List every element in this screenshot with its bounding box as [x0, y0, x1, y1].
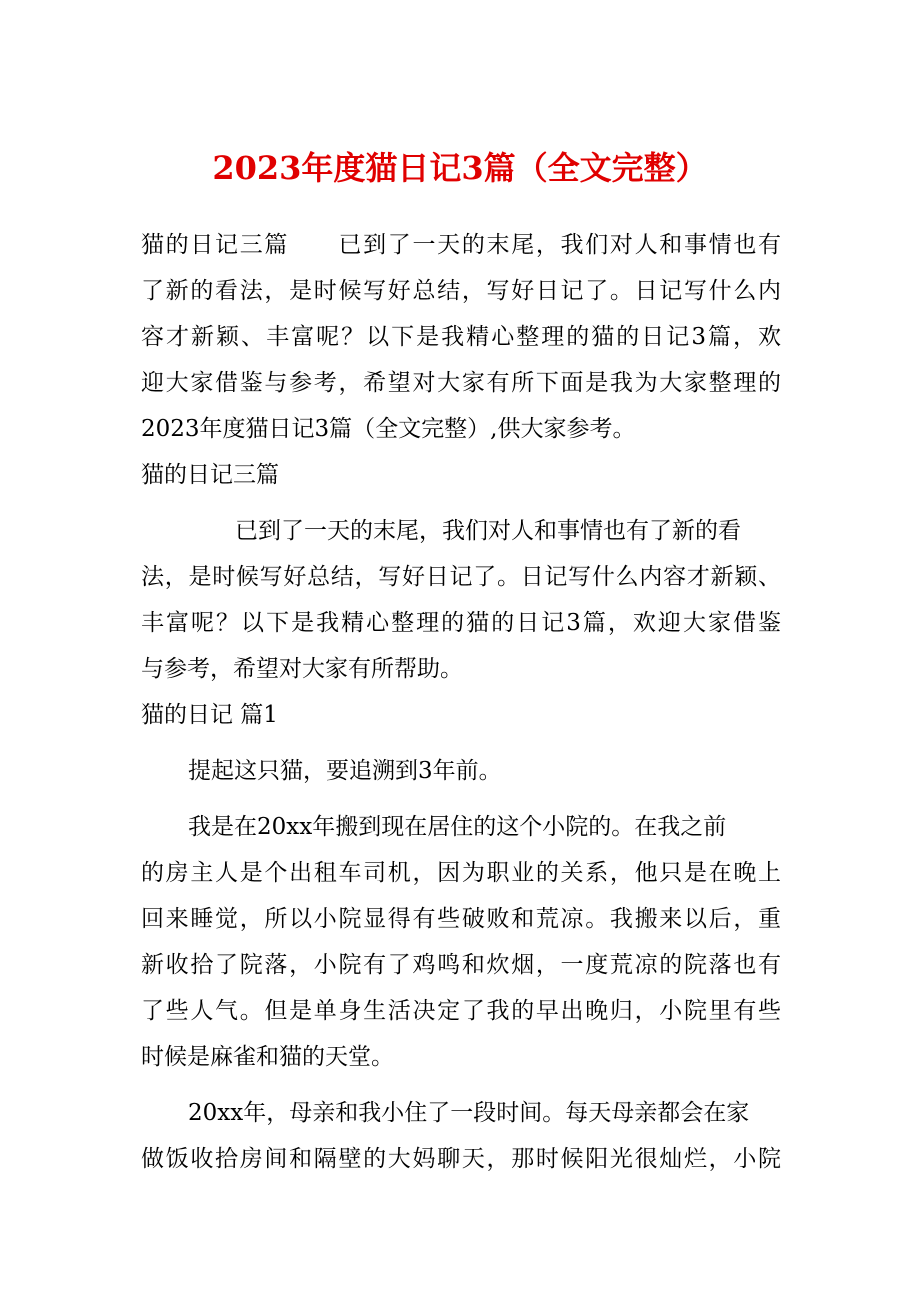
document-body [141, 222, 781, 1182]
paragraph-gap [141, 794, 781, 804]
text-line: 容才新颖、丰富呢？以下是我精心整理的猫的日记3篇，欢 [141, 324, 781, 350]
text-line: 迎大家借鉴与参考，希望对大家有所下面是我为大家整理的 [141, 370, 781, 396]
paragraph-gap [141, 1080, 781, 1090]
text-line: 我是在20xx年搬到现在居住的这个小院的。在我之前 [188, 814, 727, 840]
text-line: 已到了一天的末尾，我们对人和事情也有了新的看 [235, 518, 741, 544]
paragraph-gap [141, 738, 781, 748]
section-heading: 猫的日记三篇 [141, 462, 279, 488]
text-line: 20xx年，母亲和我小住了一段时间。每天母亲都会在家 [188, 1100, 750, 1126]
text-line: 了新的看法，是时候写好总结，写好日记了。日记写什么内 [141, 278, 781, 304]
paragraph-gap [141, 498, 781, 508]
text-line: 回来睡觉，所以小院显得有些破败和荒凉。我搬来以后，重 [141, 906, 781, 932]
text-line: 与参考，希望对大家有所帮助。 [141, 656, 463, 682]
text-line: 丰富呢？以下是我精心整理的猫的日记3篇，欢迎大家借鉴 [141, 610, 781, 636]
text-line: 2023年度猫日记3篇（全文完整）,供大家参考。 [141, 416, 636, 442]
text-line: 了些人气。但是单身生活决定了我的早出晚归，小院里有些 [141, 998, 781, 1024]
text-line: 法，是时候写好总结，写好日记了。日记写什么内容才新颖、 [141, 564, 781, 590]
text-line: 的房主人是个出租车司机，因为职业的关系，他只是在晚上 [141, 860, 781, 886]
document-title: 2023年度猫日记3篇（全文完整） [212, 149, 708, 187]
text-line: 时候是麻雀和猫的天堂。 [141, 1044, 394, 1070]
text-line: 做饭收拾房间和隔壁的大妈聊天，那时候阳光很灿烂，小院 [141, 1146, 781, 1172]
text-line: 提起这只猫，要追溯到3年前。 [188, 758, 502, 784]
section-heading: 猫的日记 篇1 [141, 702, 278, 728]
text-line: 猫的日记三篇 已到了一天的末尾，我们对人和事情也有 [141, 232, 781, 258]
text-line: 新收拾了院落，小院有了鸡鸣和炊烟，一度荒凉的院落也有 [141, 952, 781, 978]
